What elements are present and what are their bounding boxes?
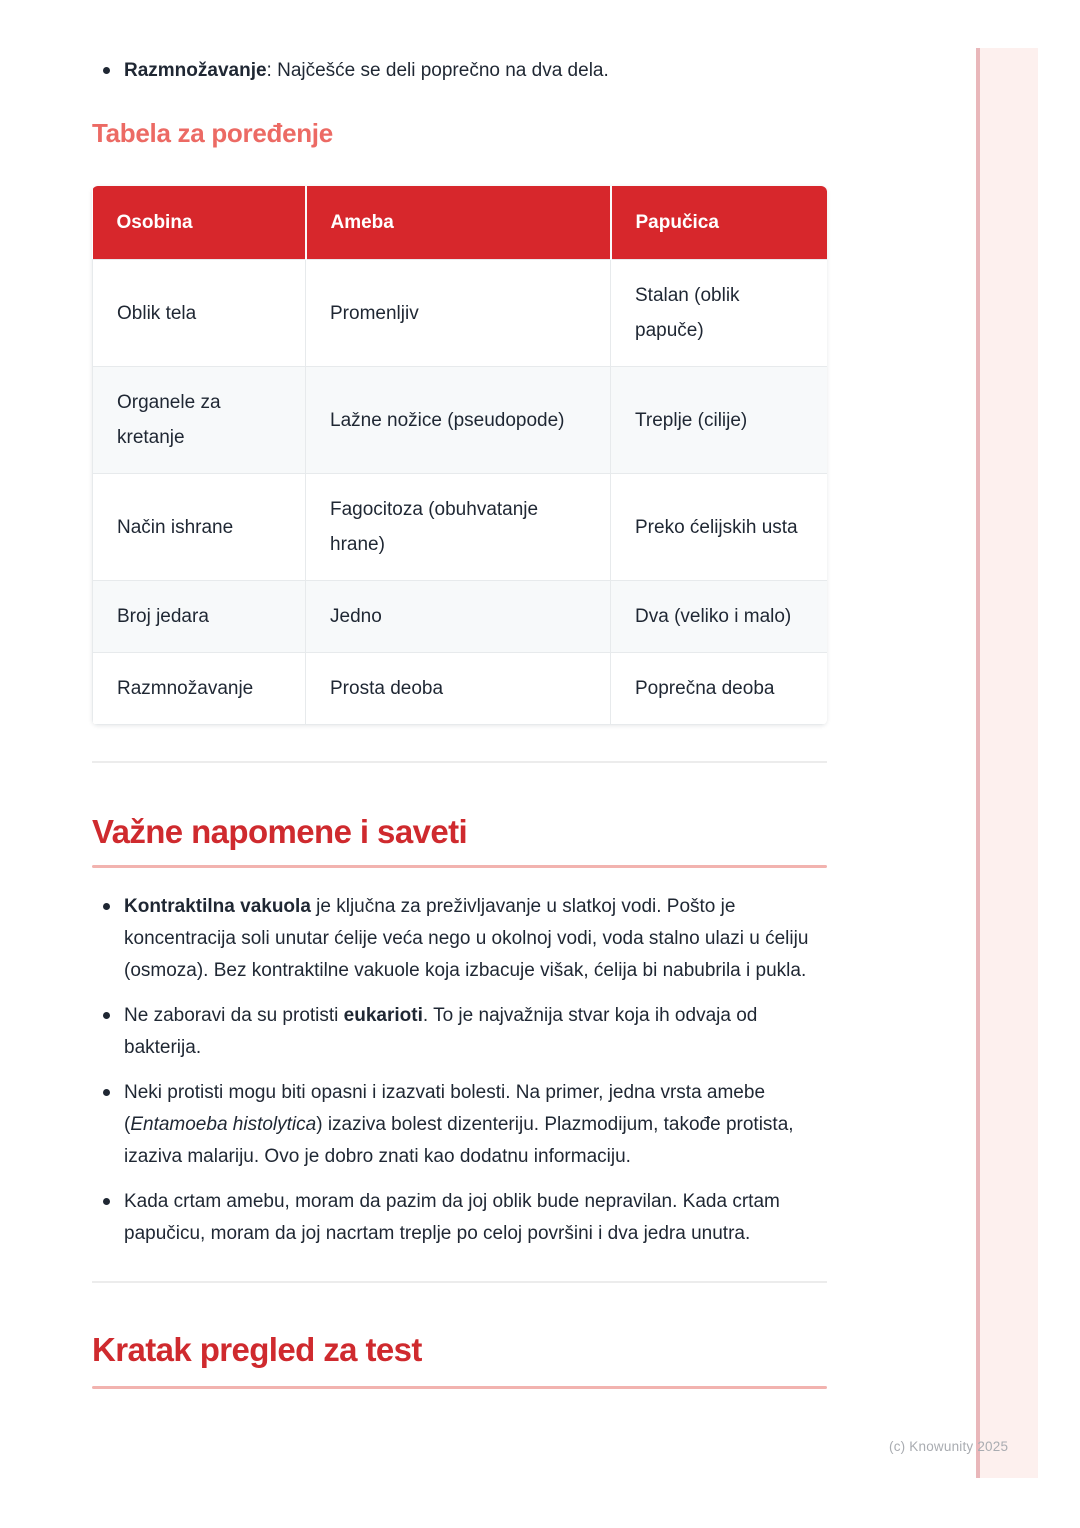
italic-text-run: Entamoeba histolytica	[130, 1114, 317, 1135]
bullet-item	[92, 57, 827, 85]
comparison-table	[92, 186, 827, 725]
table-body	[93, 260, 828, 725]
heading-underline	[92, 865, 827, 868]
table-cell: Poprečna deoba	[611, 653, 828, 725]
bullet-item	[92, 1000, 827, 1064]
table-header-cell: Osobina	[93, 186, 306, 260]
page-edge-decoration-bar	[976, 48, 1038, 1478]
table-cell: Jedno	[306, 581, 611, 653]
table-header-row	[93, 186, 828, 260]
intro-bullet-list	[92, 57, 827, 85]
notes-section-heading: Važne napomene i saveti	[92, 813, 468, 850]
bullet-text	[124, 1082, 794, 1167]
comparison-table-container	[92, 186, 827, 725]
bold-text-run: Kontraktilna vakuola	[124, 896, 311, 917]
bold-text-run: Razmnožavanje	[124, 60, 267, 81]
bullet-item	[92, 891, 827, 987]
text-run: je ključna za preživljavanje u slatkoj vodi. Pošto je koncentracija soli unutar ćelije veća nego u okolnoj vodi, voda stalno ulazi u ćeliju (osmoza). Bez kontraktilne vakuole koja izbacuje višak, ćelija bi nabubrila i pukla.	[124, 896, 809, 981]
text-run: Kada crtam amebu, moram da pazim da joj oblik bude nepravilan. Kada crtam papučicu, moram da joj nacrtam treplje po celoj površini i dva jedra unutra.	[124, 1191, 780, 1244]
table-cell: Treplje (cilije)	[611, 367, 828, 474]
bullet-text	[124, 896, 808, 981]
table-cell: Oblik tela	[93, 260, 306, 367]
table-header-cell: Papučica	[611, 186, 828, 260]
review-section-heading: Kratak pregled za test	[92, 1331, 422, 1368]
text-run: . To je najvažnija stvar koja ih odvaja od bakterija.	[124, 1005, 758, 1058]
text-run: Ne zaboravi da su protisti	[124, 1005, 344, 1026]
text-run: ) izaziva bolest dizenteriju. Plazmodijum, takođe protista, izaziva malariju. Ovo je dobro znati kao dodatnu informaciju.	[124, 1114, 794, 1167]
table-cell: Razmnožavanje	[93, 653, 306, 725]
table-cell: Lažne nožice (pseudopode)	[306, 367, 611, 474]
table-cell: Preko ćelijskih usta	[611, 474, 828, 581]
table-cell: Stalan (oblik papuče)	[611, 260, 828, 367]
table-cell: Organele za kretanje	[93, 367, 306, 474]
table-header-cell: Ameba	[306, 186, 611, 260]
bullet-text	[124, 1005, 757, 1058]
table-row	[93, 653, 828, 725]
heading-underline	[92, 1386, 827, 1389]
page-content	[92, 0, 827, 1389]
bullet-text	[124, 1191, 780, 1244]
section-divider	[92, 761, 827, 763]
section-divider	[92, 1281, 827, 1283]
bullet-text	[124, 60, 609, 81]
table-cell: Broj jedara	[93, 581, 306, 653]
bullet-item	[92, 1186, 827, 1250]
table-cell: Promenljiv	[306, 260, 611, 367]
table-cell: Dva (veliko i malo)	[611, 581, 828, 653]
table-cell: Fagocitoza (obuhvatanje hrane)	[306, 474, 611, 581]
table-row	[93, 367, 828, 474]
table-cell: Prosta deoba	[306, 653, 611, 725]
bullet-item	[92, 1077, 827, 1173]
text-run: Neki protisti mogu biti opasni i izazvati bolesti. Na primer, jedna vrsta amebe (	[124, 1082, 766, 1135]
bold-text-run: eukarioti	[343, 1005, 423, 1026]
notes-bullet-list	[92, 891, 827, 1250]
table-row	[93, 474, 828, 581]
table-row	[93, 581, 828, 653]
text-run: : Najčešće se deli poprečno na dva dela.	[266, 60, 609, 81]
comparison-table-heading: Tabela za poređenje	[92, 118, 333, 148]
table-cell: Način ishrane	[93, 474, 306, 581]
table-row	[93, 260, 828, 367]
copyright-watermark: (c) Knowunity 2025	[889, 1439, 1009, 1454]
